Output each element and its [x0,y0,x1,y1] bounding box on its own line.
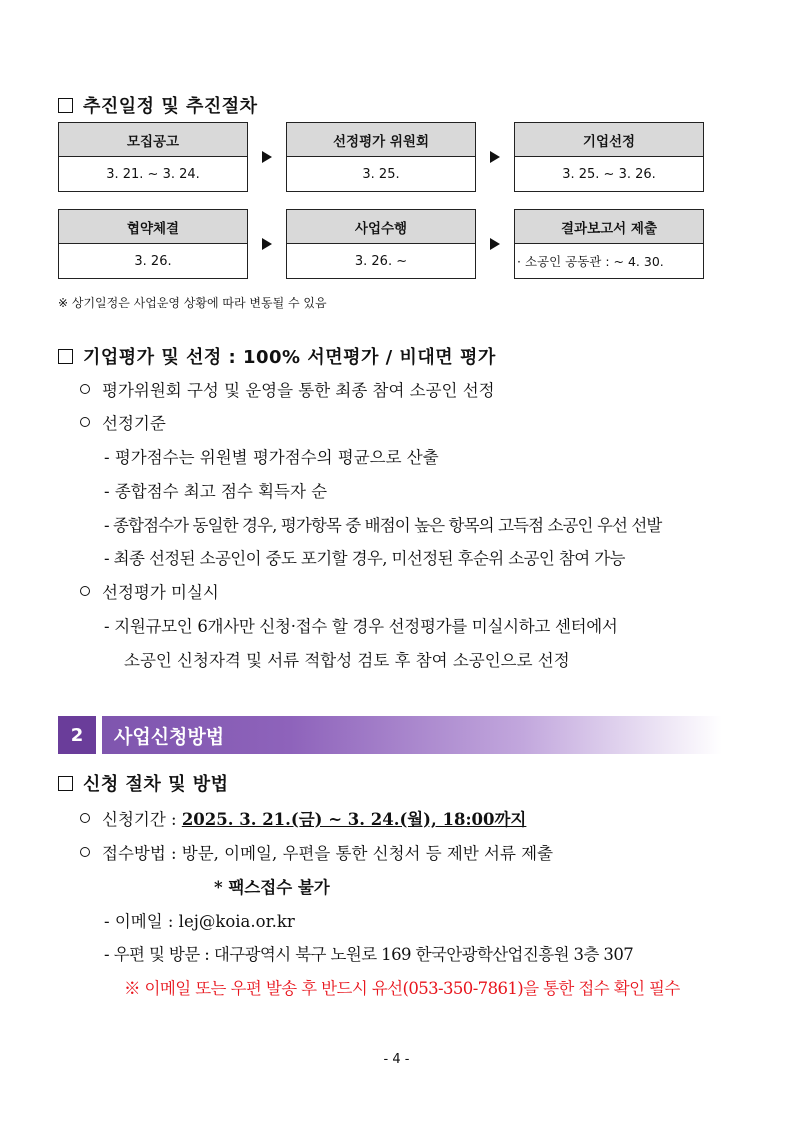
criteria-item: - 평가점수는 위원별 평가점수의 평균으로 산출 [104,448,439,467]
step-box-report [514,209,704,279]
bullet-circle-icon [80,813,90,823]
step-date: 3. 25. [287,157,475,191]
method-item: 접수방법 : 방문, 이메일, 우편을 통한 신청서 등 제반 서류 제출 [80,840,553,864]
schedule-heading: 추진일정 및 추진절차 [58,92,258,118]
step-box-agreement [58,209,248,279]
bullet-circle-icon [80,384,90,394]
schedule-note: ※ 상기일정은 사업운영 상황에 따라 변동될 수 있음 [58,296,327,310]
warning-line: ※ 이메일 또는 우편 발송 후 반드시 유선(053-350-7861)을 통한 접수 확인 필수 [124,979,680,998]
step-title: 협약체결 [59,210,247,244]
bullet-circle-icon [80,586,90,596]
checkbox-square-icon [58,349,73,364]
section-title-bar [58,716,722,754]
criteria-item: - 최종 선정된 소공인이 중도 포기할 경우, 미선정된 후순위 소공인 참여 가능 [104,549,625,568]
step-box-execution [286,209,476,279]
bullet-circle-icon [80,847,90,857]
list-item: 선정기준 [80,410,166,434]
page-number: - 4 - [383,1052,410,1067]
list-item: 선정평가 미실시 [80,579,219,603]
step-box-committee [286,122,476,192]
period-item: 신청기간 : 2025. 3. 21.(금) ~ 3. 24.(월), 18:00까지 [80,806,526,830]
list-item: 평가위원회 구성 및 운영을 통한 최종 참여 소공인 선정 [80,377,495,401]
arrow-right-icon [490,238,500,250]
step-date: 3. 26. ~ [287,244,475,278]
evaluation-heading: 기업평가 및 선정 : 100% 서면평가 / 비대면 평가 [58,343,496,369]
step-title: 결과보고서 제출 [515,210,703,244]
arrow-right-icon [262,151,272,163]
bullet-circle-icon [80,417,90,427]
checkbox-square-icon [58,776,73,791]
criteria-item: - 종합점수가 동일한 경우, 평가항목 중 배점이 높은 항목의 고득점 소공인 우선 선발 [104,516,662,535]
checkbox-square-icon [58,98,73,113]
step-title: 사업수행 [287,210,475,244]
arrow-right-icon [262,238,272,250]
step-title: 선정평가 위원회 [287,123,475,157]
step-box-recruit [58,122,248,192]
step-date: · 소공인 공동관 : ~ 4. 30. [515,244,703,278]
criteria-item: - 종합점수 최고 점수 획득자 순 [104,482,328,501]
email-line: - 이메일 : lej@koia.or.kr [104,912,295,931]
step-date: 3. 21. ~ 3. 24. [59,157,247,191]
exempt-line: - 지원규모인 6개사만 신청·접수 할 경우 선정평가를 미실시하고 센터에서 [104,617,618,636]
arrow-right-icon [490,151,500,163]
application-heading: 신청 절차 및 방법 [58,770,229,796]
step-box-selection [514,122,704,192]
period-value: 2025. 3. 21.(금) ~ 3. 24.(월), 18:00까지 [181,810,527,829]
step-date: 3. 25. ~ 3. 26. [515,157,703,191]
fax-note: * 팩스접수 불가 [214,878,330,897]
post-line: - 우편 및 방문 : 대구광역시 북구 노원로 169 한국안광학산업진흥원 3층 307 [104,945,634,964]
step-title: 모집공고 [59,123,247,157]
step-title: 기업선정 [515,123,703,157]
section-number: 2 [58,716,96,754]
section-title: 사업신청방법 [114,725,225,748]
step-date: 3. 26. [59,244,247,278]
exempt-line: 소공인 신청자격 및 서류 적합성 검토 후 참여 소공인으로 선정 [124,651,570,670]
